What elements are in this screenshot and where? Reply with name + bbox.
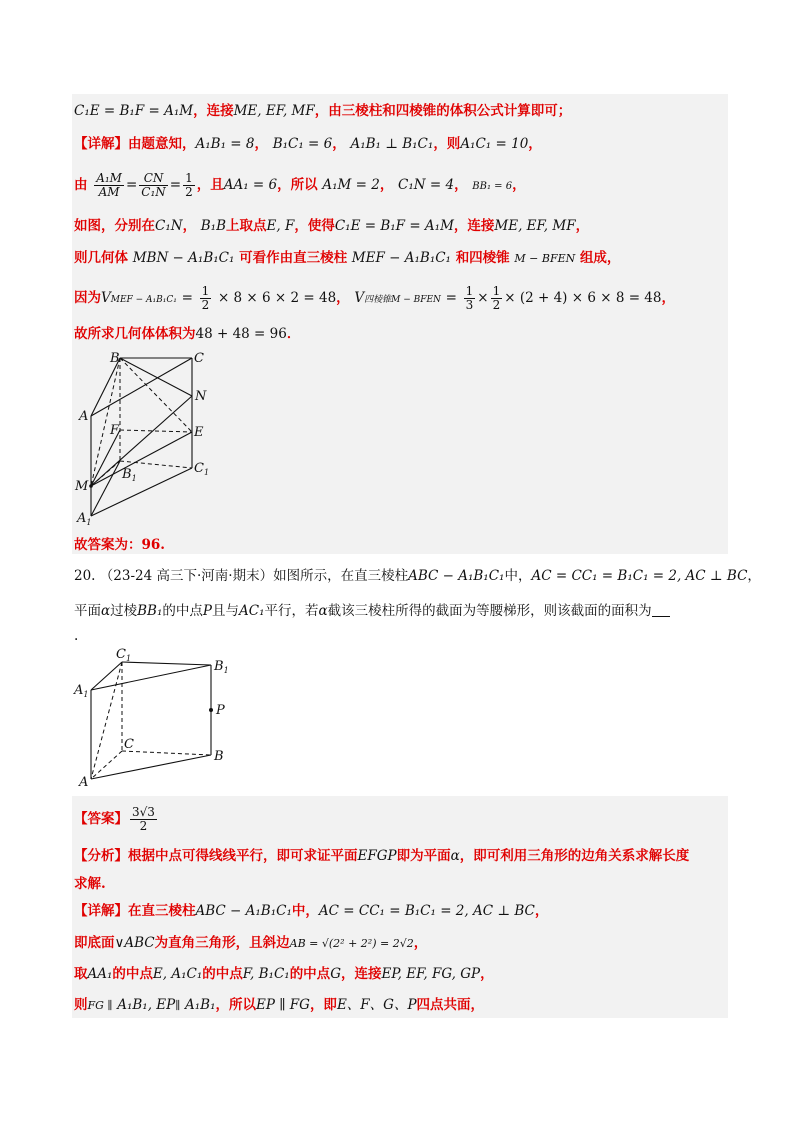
fig2-label-C: C: [124, 737, 134, 752]
fig2-label-A1: $A_1$: [74, 683, 89, 699]
final-answer-line: 故答案为：96.: [74, 537, 165, 553]
fraction: $\frac{1}{3}$: [465, 284, 474, 312]
answer-blank[interactable]: [652, 602, 670, 617]
fig1-label-B: B: [110, 351, 120, 366]
detail-line-3: 取AA₁的中点E, A₁C₁的中点F, B₁C₁的中点G，连接EP, EF, FG, GP，: [74, 966, 494, 982]
sol-line-4: 如图，分别在C₁N， B₁B上取点E, F，使得C₁E = B₁F = A₁M，连接ME, EF, MF，: [74, 218, 590, 234]
fig1-label-F: F: [110, 423, 120, 438]
q20-line-2: 平面α过棱BB₁的中点P且与AC₁平行，若α截该三棱柱所得的截面为等腰梯形，则该截面的面积为: [74, 601, 670, 621]
sol-line-2: 【详解】由题意知，A₁B₁ = 8， B₁C₁ = 6， A₁B₁ ⊥ B₁C₁，则A₁C₁ = 10，: [74, 136, 542, 152]
fraction: $\frac{CN}{\text{C₁N}}$: [141, 171, 166, 199]
sol-line-1: C₁E = B₁F = A₁M，连接ME, EF, MF，由三棱柱和四棱锥的体积公式计算即可；: [74, 103, 572, 119]
analysis-line-1: 【分析】根据中点可得线线平行，即可求证平面EFGP即为平面α，即可利用三角形的边角关系求解长度: [74, 848, 690, 864]
fig1-label-C: C: [194, 351, 204, 366]
q20-line-3: .: [74, 628, 79, 644]
fig1-label-C1: $C_1$: [194, 461, 210, 477]
detail-line-1: 【详解】在直三棱柱ABC − A₁B₁C₁中，AC = CC₁ = B₁C₁ = 2, AC ⊥ BC，: [74, 903, 549, 919]
fig2-label-B1: $B_1$: [214, 659, 229, 675]
fig2-label-P: P: [216, 703, 225, 718]
fig2-label-B: B: [214, 749, 224, 764]
fig1-label-A1: $A_1$: [77, 511, 92, 526]
detail-line-4: 则FG ∥ A₁B₁, EP∥ A₁B₁，所以EP ∥ FG，即E、F、G、P四点共面，: [74, 997, 485, 1013]
prism-figure-1: [72, 348, 212, 526]
sol-line-6: 因为VMEF − A₁B₁C₁ = $\frac{1}{2}$ × 8 × 6 × 2 = 48， V四棱锥M − BFEN = $\frac{1}{3}$ × $\frac{1}{2}$ × (2 + 4) × 6 × 8 = 48，: [74, 284, 675, 312]
sol-line-3: 由 $\frac{\text{A₁M}}{AM}$ = $\frac{CN}{\text{C₁N}}$ = $\frac{1}{2}$ ，且AA₁ = 6，所以 A₁M = 2， C₁N = 4， BB₁ = 6，: [74, 171, 526, 199]
fraction: $\frac{\text{A₁M}}{AM}$: [96, 171, 122, 199]
fraction: $\frac{1}{2}$: [201, 284, 210, 312]
answer-fraction: $\frac{3√3}{2}$: [132, 805, 155, 833]
fig2-label-C1: $C_1$: [116, 648, 132, 663]
q20-line-1: 20. （23-24 高三下·河南·期末）如图所示，在直三棱柱ABC − A₁B₁C₁中，AC = CC₁ = B₁C₁ = 2, AC ⊥ BC，: [74, 568, 761, 584]
analysis-line-2: 求解.: [74, 876, 106, 892]
fraction: $\frac{1}{2}$: [185, 171, 193, 199]
fig1-label-E: E: [194, 425, 204, 440]
sol-line-7: 故所求几何体体积为48 + 48 = 96．: [74, 326, 301, 342]
sol-line-5: 则几何体 MBN − A₁B₁C₁ 可看作由直三棱柱 MEF − A₁B₁C₁ 和四棱锥 M − BFEN 组成，: [74, 250, 621, 266]
fig1-label-N: N: [195, 389, 207, 404]
detail-line-2: 即底面∨ABC为直角三角形，且斜边AB = √(2² + 2²) = 2√2，: [74, 935, 428, 951]
fig2-label-A: A: [79, 775, 89, 790]
fig1-label-A: A: [79, 409, 89, 424]
question-number: 20.: [74, 568, 96, 584]
fig1-label-B1: $B_1$: [122, 467, 137, 483]
fraction: $\frac{1}{2}$: [492, 284, 501, 312]
fig1-label-M: M: [75, 479, 89, 494]
answer-line: 【答案】 $\frac{3√3}{2}$: [74, 805, 155, 833]
prism-figure-2: [72, 648, 242, 792]
